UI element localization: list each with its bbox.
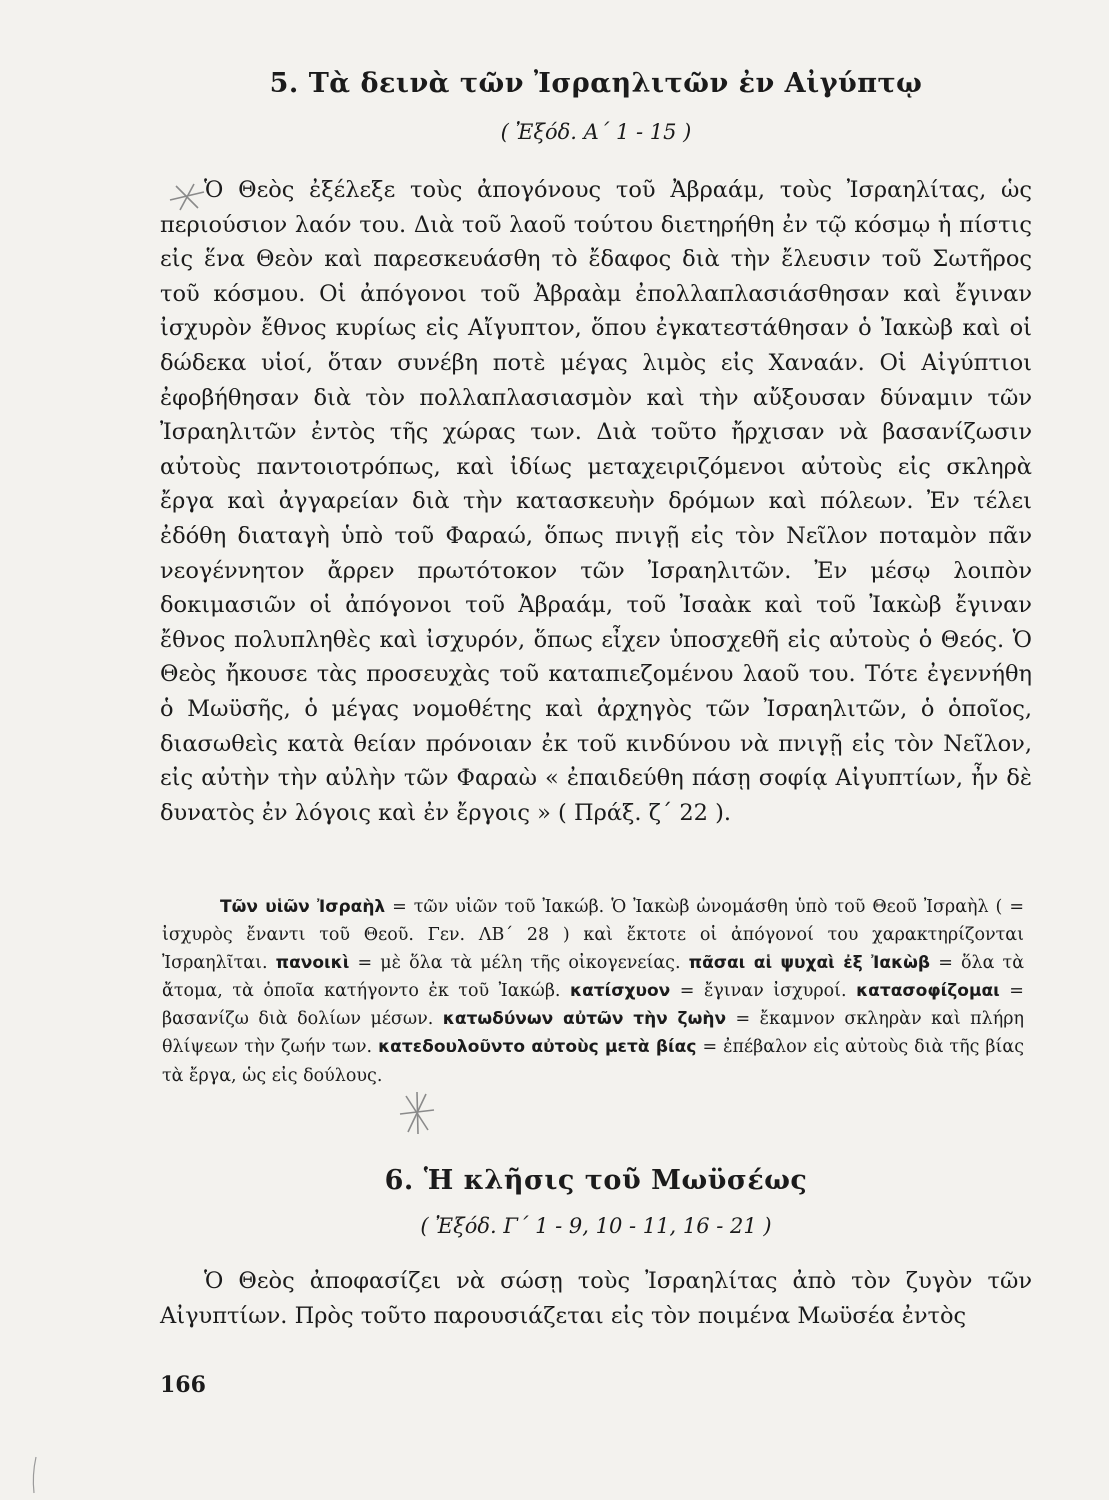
glossary-term: Τῶν υἱῶν Ἰσραὴλ: [220, 897, 386, 917]
glossary-definition: = ἔκαμνον σκληρὰν καὶ πλήρη θλίψεων τὴν ζωήν των.: [162, 1009, 1024, 1058]
glossary: [162, 893, 1024, 1090]
glossary-term: κατασοφίζομαι: [856, 981, 1000, 1002]
glossary-definition: = βασανίζω διὰ δολίων μέσων.: [162, 981, 1024, 1030]
glossary-definition: = ὅλα τὰ ἄτομα, τὰ ὁποῖα κατήγοντο ἐκ τοῦ Ἰακώβ.: [162, 953, 1025, 1002]
glossary-term: κατίσχυον: [570, 981, 671, 1002]
section-6-reference: ( Ἐξόδ. Γ΄ 1 - 9, 10 - 11, 16 - 21 ): [420, 1214, 772, 1238]
glossary-definition: = τῶν υἱῶν τοῦ Ἰακώβ. Ὁ Ἰακὼβ ὠνομάσθη ὑπὸ τοῦ Θεοῦ Ἰσραὴλ ( = ἰσχυρὸς ἔναντι τοῦ Θεοῦ. Γεν. ΛΒ΄ 28 ) καὶ ἔκτοτε οἱ ἀπόγονοί του χαρακτηρίζονται Ἰσραηλῖται.: [162, 897, 1024, 974]
section-6-body: Ὁ Θεὸς ἀποφασίζει νὰ σώσῃ τοὺς Ἰσραηλίτας ἀπὸ τὸν ζυγὸν τῶν Αἰγυπτίων. Πρὸς τοῦτο παρουσιάζεται εἰς τὸν ποιμένα Μωϋσέα ἐντὸς: [160, 1268, 1032, 1329]
glossary-term: πανοικὶ: [275, 953, 350, 974]
section-5-reference: ( Ἐξόδ. Α΄ 1 - 15 ): [500, 120, 692, 144]
section-5-body: Ὁ Θεὸς ἐξέλεξε τοὺς ἀπογόνους τοῦ Ἀβραάμ, τοὺς Ἰσραηλίτας, ὡς περιούσιον λαόν του. Διὰ τοῦ λαοῦ τούτου διετηρήθη ἐν τῷ κόσμῳ ἡ πίστις εἰς ἕνα Θεὸν καὶ παρεσκευάσθη τὸ ἔδαφος διὰ τὴν ἔλευσιν τοῦ Σωτῆρος τοῦ κόσμου. Οἱ ἀπόγονοι τοῦ Ἀβραὰμ ἐπολλαπλασιάσθησαν καὶ ἔγιναν ἰσχυρὸν ἔθνος κυρίως εἰς Αἴγυπτον, ὅπου ἐγκατεστάθησαν ὁ Ἰακὼβ καὶ οἱ δώδεκα υἱοί, ὅταν συνέβη ποτὲ μέγας λιμὸς εἰς Χαναάν. Οἱ Αἰγύπτιοι ἐφοβήθησαν διὰ τὸν πολλαπλασιασμὸν καὶ τὴν αὔξουσαν δύναμιν τῶν Ἰσραηλιτῶν ἐντὸς τῆς χώρας των. Διὰ τοῦτο ἤρχισαν νὰ βασανίζωσιν αὐτοὺς παντοιοτρόπως, καὶ ἰδίως μεταχειριζόμενοι αὐτοὺς εἰς σκληρὰ ἔργα καὶ ἀγγαρείαν διὰ τὴν κατασκευὴν δρόμων καὶ πόλεων. Ἐν τέλει ἐδόθη διαταγὴ ὑπὸ τοῦ Φαραώ, ὅπως πνιγῇ εἰς τὸν Νεῖλον ποταμὸν πᾶν νεογέννητον ἄρρεν πρωτότοκον τῶν Ἰσραηλιτῶν. Ἐν μέσῳ λοιπὸν δοκιμασιῶν οἱ ἀπόγονοι τοῦ Ἀβραάμ, τοῦ Ἰσαὰκ καὶ τοῦ Ἰακὼβ ἔγιναν ἔθνος πολυπληθὲς καὶ ἰσχυρόν, ὅπως εἶχεν ὑποσχεθῆ εἰς αὐτοὺς ὁ Θεός. Ὁ Θεὸς ἤκουσε τὰς προσευχὰς τοῦ καταπιεζομένου λαοῦ του. Τότε ἐγεννήθη ὁ Μωϋσῆς, ὁ μέγας νομοθέτης καὶ ἀρχηγὸς τῶν Ἰσραηλιτῶν, ὁ ὁποῖος, διασωθεὶς κατὰ θείαν πρόνοιαν ἐκ τοῦ κινδύνου νὰ πνιγῇ εἰς τὸν Νεῖλον, εἰς αὐτὴν τὴν αὐλὴν τῶν Φαραὼ « ἐπαιδεύθη πάσῃ σοφίᾳ Αἰγυπτίων, ἦν δὲ δυνατὸς ἐν λόγοις καὶ ἐν ἔργοις » ( Πράξ. ζ΄ 22 ).: [160, 177, 1032, 826]
glossary-definition: = ἔγιναν ἰσχυροί.: [670, 981, 857, 1002]
glossary-term: κατεδουλοῦντο αὐτοὺς μετὰ βίας: [378, 1037, 697, 1058]
margin-pencil-stroke-icon: [28, 1455, 40, 1495]
pencil-asterisk-icon: [396, 1090, 438, 1136]
glossary-definition: = ἐπέβαλον εἰς αὐτοὺς διὰ τῆς βίας τὰ ἔργα, ὡς εἰς δούλους.: [162, 1037, 1024, 1086]
page-number: 166: [160, 1372, 206, 1398]
glossary-definition: = μὲ ὅλα τὰ μέλη τῆς οἰκογενείας.: [349, 953, 689, 974]
glossary-term: πᾶσαι αἱ ψυχαὶ ἐξ Ἰακὼβ: [688, 953, 931, 974]
section-5-title: 5. Τὰ δεινὰ τῶν Ἰσραηλιτῶν ἐν Αἰγύπτῳ: [269, 68, 923, 99]
glossary-term: κατωδύνων αὐτῶν τὴν ζωὴν: [442, 1009, 727, 1030]
section-6-title: 6. Ἡ κλῆσις τοῦ Μωϋσέως: [384, 1165, 808, 1196]
